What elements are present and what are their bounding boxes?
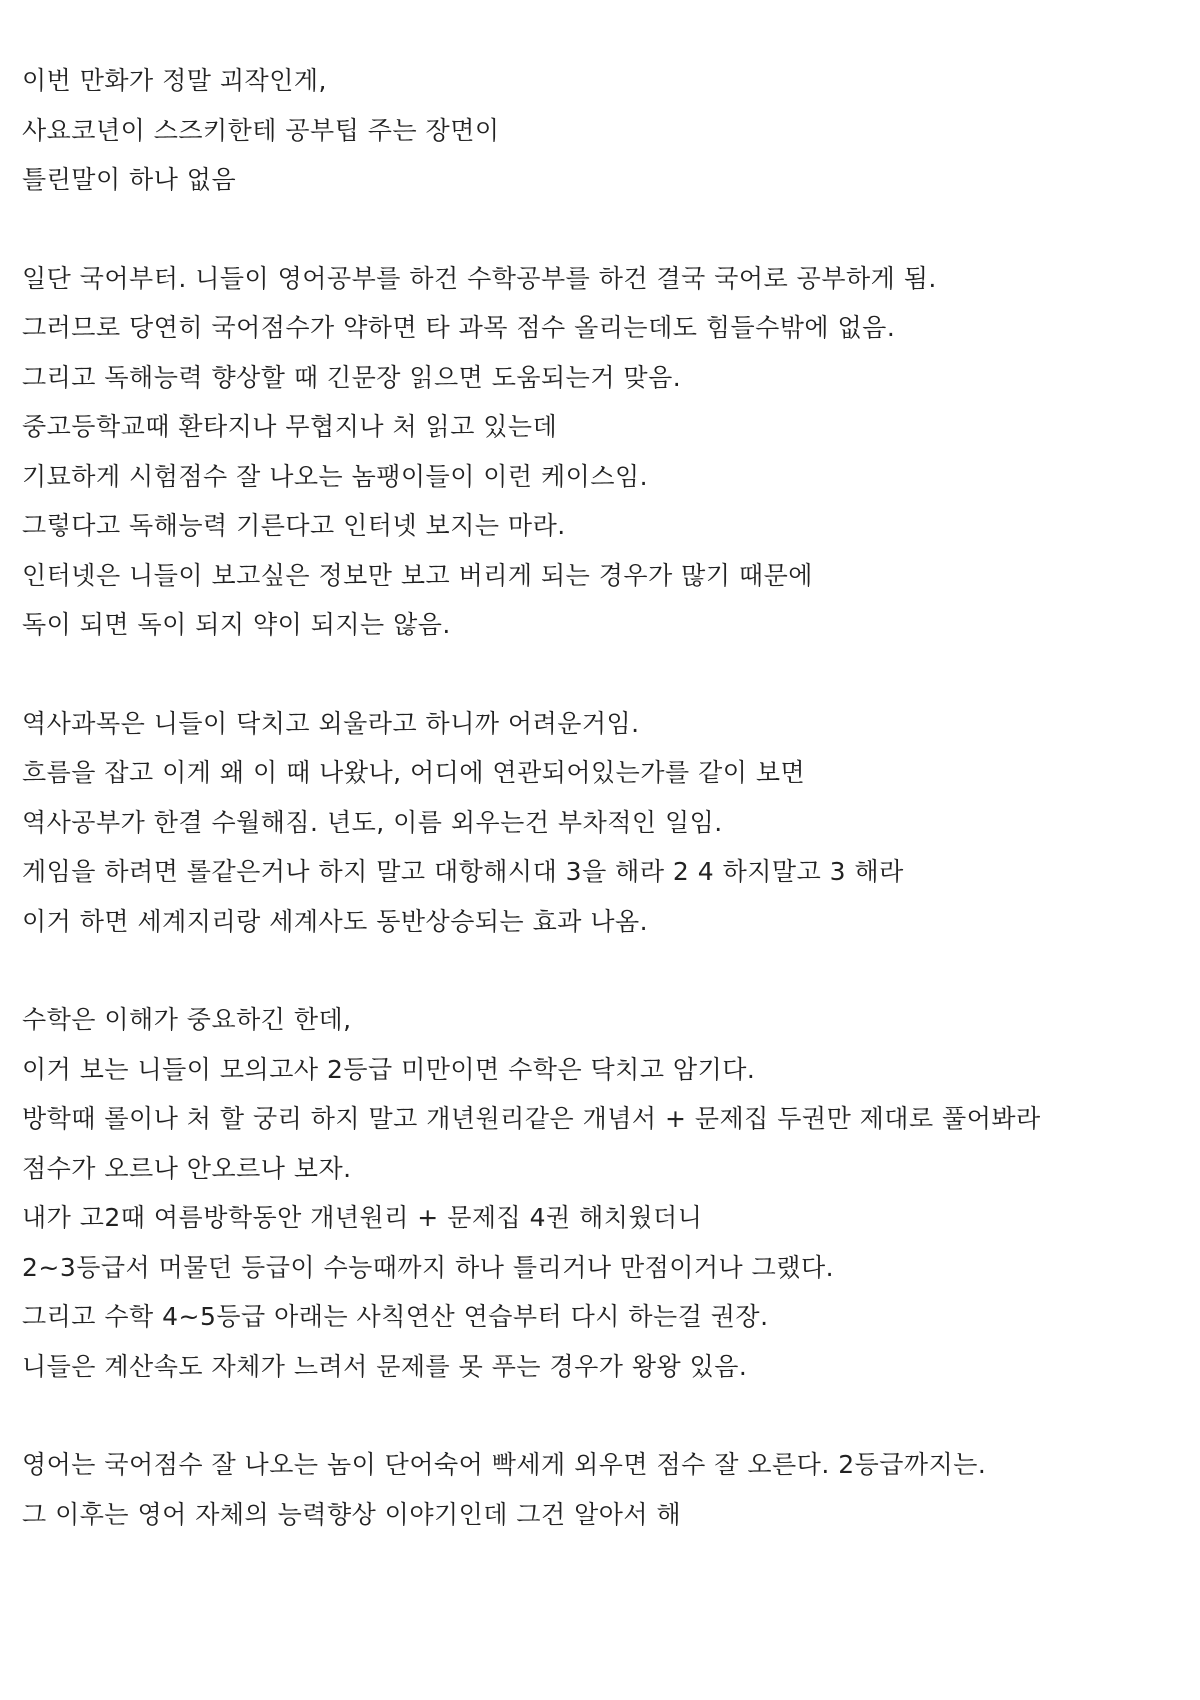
text-line: 흐름을 잡고 이게 왜 이 때 나왔나, 어디에 연관되어있는가를 같이 보면 (22, 758, 806, 787)
text-line: 수학은 이해가 중요하긴 한데, (22, 1005, 352, 1034)
document-body (22, 56, 1182, 1588)
text-line: 니들은 계산속도 자체가 느려서 문제를 못 푸는 경우가 왕왕 있음. (22, 1351, 748, 1381)
text-line: 역사공부가 한결 수월해짐. 년도, 이름 외우는건 부차적인 일임. (22, 807, 723, 837)
text-line: 그러므로 당연히 국어점수가 약하면 타 과목 점수 올리는데도 힘들수밖에 없음. (22, 313, 896, 342)
paragraph-history (22, 699, 1182, 947)
text-line: 그렇다고 독해능력 기른다고 인터넷 보지는 마라. (22, 511, 566, 540)
paragraph-math (22, 995, 1182, 1391)
text-line: 이거 보는 니들이 모의고사 2등급 미만이면 수학은 닥치고 암기다. (22, 1054, 756, 1084)
paragraph-intro (22, 56, 1182, 205)
text-line: 사요코년이 스즈키한테 공부팁 주는 장면이 (22, 115, 500, 145)
text-line: 게임을 하려면 롤같은거나 하지 말고 대항해시대 3을 해라 2 4 하지말고 3 해라 (22, 857, 904, 886)
text-line: 그리고 수학 4~5등급 아래는 사칙연산 연습부터 다시 하는걸 권장. (22, 1302, 769, 1331)
text-line: 그리고 독해능력 향상할 때 긴문장 읽으면 도움되는거 맞음. (22, 362, 682, 392)
text-line: 그 이후는 영어 자체의 능력향상 이야기인데 그건 알아서 해 (22, 1499, 682, 1529)
text-line: 영어는 국어점수 잘 나오는 놈이 단어숙어 빡세게 외우면 점수 잘 오른다. 2등급까지는. (22, 1450, 987, 1479)
paragraph-english (22, 1440, 1182, 1539)
text-line: 중고등학교때 환타지나 무협지나 처 읽고 있는데 (22, 412, 558, 441)
paragraph-korean (22, 254, 1182, 650)
text-line: 2~3등급서 머물던 등급이 수능때까지 하나 틀리거나 만점이거나 그랬다. (22, 1252, 835, 1282)
text-line: 이거 하면 세계지리랑 세계사도 동반상승되는 효과 나옴. (22, 906, 649, 936)
text-line: 점수가 오르나 안오르나 보자. (22, 1153, 352, 1183)
text-line: 내가 고2때 여름방학동안 개년원리 + 문제집 4권 해치웠더니 (22, 1203, 703, 1232)
text-line: 틀린말이 하나 없음 (22, 165, 237, 194)
text-line: 독이 되면 독이 되지 약이 되지는 않음. (22, 610, 451, 639)
text-line: 기묘하게 시험점수 잘 나오는 놈팽이들이 이런 케이스임. (22, 461, 649, 491)
text-line: 역사과목은 니들이 닥치고 외울라고 하니까 어려운거임. (22, 708, 640, 738)
text-line: 인터넷은 니들이 보고싶은 정보만 보고 버리게 되는 경우가 많기 때문에 (22, 560, 813, 590)
text-line: 이번 만화가 정말 괴작인게, (22, 66, 327, 95)
text-line: 방학때 롤이나 처 할 궁리 하지 말고 개년원리같은 개념서 + 문제집 두권만 제대로 풀어봐라 (22, 1104, 1041, 1133)
text-line: 일단 국어부터. 니들이 영어공부를 하건 수학공부를 하건 결국 국어로 공부하게 됨. (22, 263, 937, 293)
